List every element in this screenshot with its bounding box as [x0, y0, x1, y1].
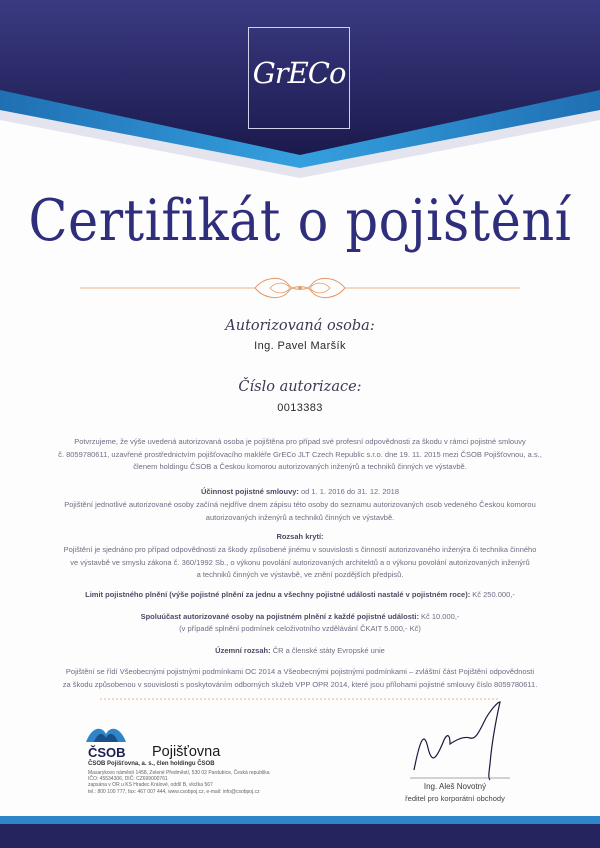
intro-line: členem holdingu ČSOB a Českou komorou autorizovaných inženýrů a techniků činných ve výstavbě. — [133, 462, 467, 472]
deductible-line — [30, 611, 570, 624]
signatory-name: Ing. Aleš Novotný — [423, 782, 487, 791]
insurer-bold-line: ČSOB Pojišťovna, a. s., člen holdingu ČSOB — [88, 761, 215, 767]
conditions-line: za škodu způsobenou v souvislosti s poskytováním odborných služeb VPP OPR 2014, které jsou přílohami pojistné smlouvy číslo 8059780611. — [62, 679, 538, 689]
footer-bar — [0, 816, 600, 848]
effective-paragraph-line: autorizovaných inženýrů a techniků činných ve výstavbě. — [205, 512, 395, 522]
greco-logo — [248, 27, 350, 129]
insurer-line: Masarykovo náměstí 1458, Zelené Předměstí, 530 02 Pardubice, Česká republika — [88, 770, 270, 776]
limit-label: Limit pojistného plnění (výše pojistné plnění za jednu a všechny pojistné události nastalé v pojistném roce): — [85, 590, 471, 599]
authorization-number-value: 0013383 — [277, 402, 323, 414]
insurer-line: tel.: 800 100 777, fax: 467 007 444, www.csobpoj.cz, e-mail: info@csobpoj.cz — [88, 788, 260, 795]
intro-line: č. 8059780611, uzavřené prostřednictvím pojišťovacího makléře GrECo JLT Czech Republic s.r.o. dne 19. 11. 2015 mezi ČSOB Pojišťovnou, a.s., — [58, 449, 542, 459]
conditions-paragraph — [42, 666, 558, 691]
insurer-line: IČO: 45534306, DIČ: CZ699000761 — [88, 776, 168, 783]
insurer-name-suffix: Pojišťovna — [152, 744, 221, 760]
limit-line — [30, 589, 570, 602]
effective-paragraph-line: Pojištění jednotlivé autorizované osoby začíná nejdříve dnem zápisu této osoby do seznamu autorizovaných osob vedeného Českou komorou — [64, 500, 536, 509]
logo-text: GrECo — [252, 56, 346, 90]
scope-paragraph-line: a techniků činných ve výstavbě, ve znění pozdějších předpisů. — [196, 570, 404, 580]
effective-line — [30, 486, 570, 499]
effective-paragraph — [42, 499, 558, 524]
insurer-address — [88, 770, 288, 795]
authorization-number-label: Číslo autorizace: — [238, 379, 362, 395]
insurer-name: ČSOB — [88, 745, 126, 760]
intro-line: Potvrzujeme, že výše uvedená autorizovaná osoba je pojištěna pro případ své profesní odpovědnosti za škodu v rámci pojistné smlouvy — [74, 437, 526, 446]
effective-value: od 1. 1. 2016 do 31. 12. 2018 — [298, 487, 400, 496]
territory-value: ČR a členské státy Evropské unie — [270, 646, 385, 655]
scope-label: Rozsah krytí: — [276, 532, 324, 541]
page-title: Certifikát o pojištění — [28, 188, 572, 255]
scope-paragraph-line: Pojištění je sjednáno pro případ odpovědnosti za škody způsobené jinému v souvislosti s činností autorizovaného inženýra či technika činného — [63, 545, 537, 554]
insurer-line: zapsána v OR u KS Hradec Králové, oddíl B, vložka 567 — [88, 782, 213, 789]
scope-paragraph-line: ve výstavbě ve smyslu zákona č. 360/1992 Sb., o výkonu povolání autorizovaných architektů a o výkonu povolání autorizovaných inženýrů — [70, 557, 530, 567]
effective-label: Účinnost pojistné smlouvy: — [200, 487, 299, 496]
scope-line — [30, 531, 570, 544]
signatory-role: ředitel pro korporátní obchody — [405, 794, 505, 803]
signature — [410, 700, 510, 782]
deductible-note: (v případě splnění podmínek celoživotního vzdělávání ČKAIT 5.000,- Kč) — [179, 624, 421, 633]
intro-paragraph — [42, 436, 558, 474]
csob-wave-icon — [84, 720, 128, 744]
territory-line — [30, 645, 570, 658]
deductible-label: Spoluúčast autorizované osoby na pojistném plnění z každé pojistné události: — [140, 612, 419, 621]
territory-label: Územní rozsah: — [215, 646, 271, 655]
authorized-person-value: Ing. Pavel Maršík — [254, 340, 346, 352]
ornament-divider — [60, 268, 540, 308]
limit-value: Kč 250.000,- — [470, 590, 515, 599]
scope-paragraph — [42, 544, 558, 582]
deductible-value: Kč 10.000,- — [418, 612, 460, 621]
authorized-person-label: Autorizovaná osoba: — [225, 318, 375, 334]
conditions-line: Pojištění se řídí Všeobecnými pojistnými podmínkami OC 2014 a Všeobecnými pojistnými podmínkami – zvláštní část Pojištění odpovědnosti — [65, 667, 535, 676]
